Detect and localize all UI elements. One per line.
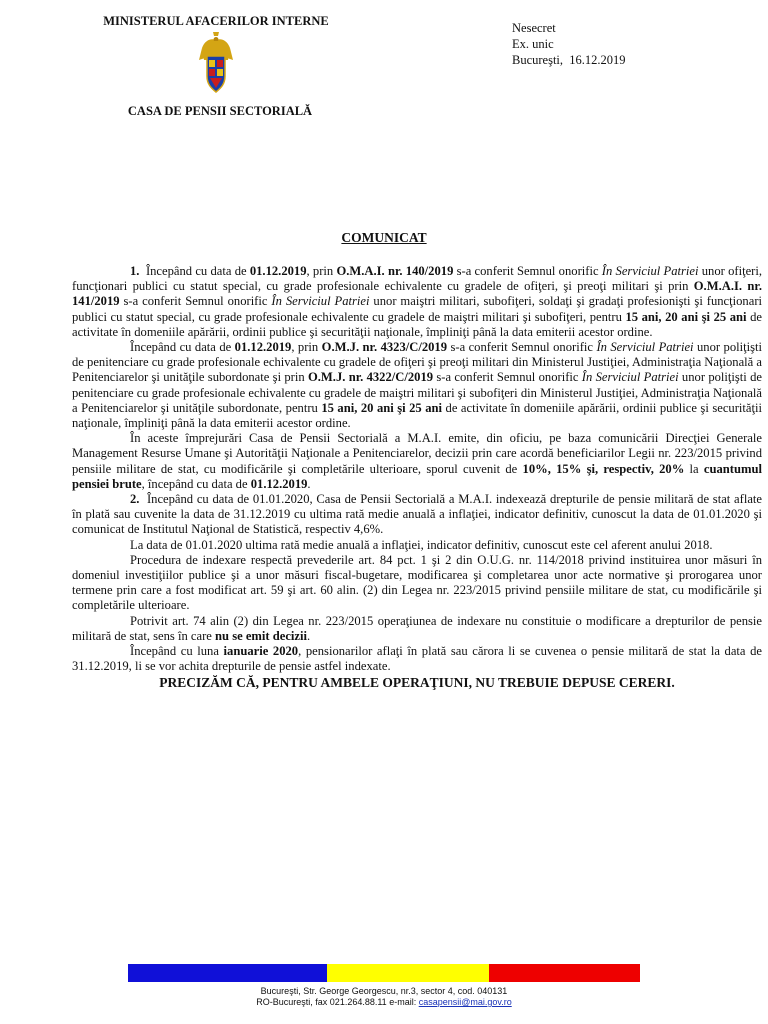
paragraph	[72, 644, 766, 674]
footer-email-link[interactable]: casapensii@mai.gov.ro	[418, 997, 512, 1007]
office-name: CASA DE PENSII SECTORIALĂ	[127, 104, 313, 118]
text-run: unor poliţişti de penitenciare cu grade profesionale echivalente cu gradele de ofiţeri şi preoţi militari din Ministerul Justiţiei, Administraţia Naţională a Penitenciarelor şi unităţile subordonate şi prin	[72, 340, 766, 385]
text-run: de activitate în domeniile apărării, ordinii publice şi securităţii naţionale, împliniţi până la data emiterii acestor ordine.	[72, 309, 766, 339]
flag-blue-stripe	[128, 964, 327, 982]
text-run: unor ofiţeri, funcţionari publici cu statut special, cu grade profesionale echivalente cu gradele de ofiţeri, şi preoţi militari şi prin	[72, 264, 766, 294]
text-run: La data de 01.01.2020 ultima rată medie anuală a inflaţiei, indicator definitiv, cunoscut este cel aferent anului 2018.	[130, 537, 713, 552]
tricolor-bar	[128, 964, 640, 982]
text-run: s-a conferit Semnul onorific	[453, 264, 602, 278]
paragraph	[72, 264, 766, 340]
text-run: În aceste împrejurări Casa de Pensii Sectorială a M.A.I. emite, din oficiu, pe baza comunicării Direcţiei Generale Management Resurse Umane şi Autorităţii Naţionale a Penitenciarelor, decizii prin care acordă beneficiarilor Legii nr. 223/2015 privind pensiile militare de stat, cu modificările şi completările ulterioare, sporul cuvenit de	[72, 431, 766, 476]
text-run: 01.12.2019	[249, 264, 307, 278]
footer-contact-prefix: RO-Bucureşti, fax 021.264.88.11 e-mail:	[256, 997, 419, 1007]
text-run: În Serviciul Patriei	[601, 264, 699, 278]
flag-red-stripe	[489, 964, 640, 982]
paragraph	[72, 613, 766, 644]
text-run: nu se emit decizii	[215, 628, 308, 643]
text-run: la	[684, 461, 704, 476]
text-run: s-a conferit Semnul onorific	[119, 294, 272, 309]
place-date-label: Bucureşti, 16.12.2019	[512, 53, 626, 67]
text-run: O.M.A.I. nr. 141/2019	[72, 279, 766, 309]
text-run: , pensionarilor aflaţi în plată sau cărora li se cuvenea o pensie militară de stat la data de 31.12.2019, li se vor achita drepturile de pensie astfel indexate.	[72, 644, 766, 674]
paragraph	[72, 552, 766, 614]
text-run: O.M.J. nr. 4322/C/2019	[307, 370, 434, 385]
footer-contact	[0, 997, 768, 1008]
text-run: Procedura de indexare respectă prevederile art. 84 pct. 1 şi 2 din O.U.G. nr. 114/2018 privind instituirea unor măsuri în domeniul investiţiilor publice şi a unor măsuri fiscal-bugetare, modificarea şi completarea unor acte normative şi prorogarea unor termene prin care a fost modificat art. 59 şi art. 60 alin. (2) din Legea nr. 223/2015 privind pensiile militare de stat, cu modificările şi completările ulterioare.	[72, 552, 766, 613]
text-run: unor maiştri militari, subofiţeri, soldaţi şi gradaţi profesionişti şi funcţionari publici cu statut special, cu grade profesionale echivalente cu gradele de maiştri militari şi subofiţeri, pentru	[72, 294, 766, 324]
text-run: Începând cu data de	[139, 264, 250, 278]
text-run: .	[307, 628, 311, 643]
text-run: , prin	[306, 264, 337, 278]
text-run: ianuarie 2020	[223, 644, 299, 659]
text-run: 15 ani, 20 ani şi 25 ani	[625, 309, 747, 324]
ministry-name: MINISTERUL AFACERILOR INTERNE	[103, 14, 329, 28]
classification-label: Nesecret	[512, 21, 556, 35]
text-run: 15 ani, 20 ani şi 25 ani	[321, 400, 443, 415]
text-run: Începând cu luna	[130, 644, 224, 659]
text-run: O.M.J. nr. 4323/C/2019	[321, 340, 448, 355]
text-run: , prin	[291, 340, 322, 355]
text-run: 1.	[130, 264, 140, 278]
paragraph	[72, 492, 766, 538]
text-run: În Serviciul Patriei	[596, 340, 694, 355]
copies-label: Ex. unic	[512, 37, 554, 51]
text-run: unor poliţişti de penitenciare cu grade profesionale echivalente cu gradele de maiştri militari şi subofiţeri din Ministerul Justiţiei, Administraţia Naţională a Penitenciarelor şi unităţile subordonate, pentru	[72, 370, 766, 415]
paragraph	[72, 340, 766, 431]
footer	[0, 986, 768, 1008]
text-run: Începând cu data de 01.01.2020, Casa de Pensii Sectorială a M.A.I. indexează drepturile de pensie militară de stat aflate în plată sau cuvenite la data de 31.12.2019 cu ultima rată medie anuală a inflaţiei, indicator definitiv, cunoscut la data de 01.01.2020 şi comunicat de Institutul Naţional de Statistică, respectiv 4,6%.	[72, 492, 766, 537]
text-run: .	[307, 476, 311, 491]
flag-yellow-stripe	[327, 964, 489, 982]
closing-statement: PRECIZĂM CĂ, PENTRU AMBELE OPERAŢIUNI, NU TREBUIE DEPUSE CERERI.	[159, 675, 675, 691]
text-run: Începând cu data de	[130, 340, 235, 355]
document-meta	[512, 20, 626, 68]
paragraph	[72, 538, 762, 553]
text-run: O.M.A.I. nr. 140/2019	[336, 264, 454, 278]
text-run: s-a conferit Semnul onorific	[433, 370, 582, 385]
text-run: Potrivit art. 74 alin (2) din Legea nr. 223/2015 operaţiunea de indexare nu constituie o modificare a drepturilor de pensie militară de stat, sens în care	[72, 613, 766, 643]
text-run: În Serviciul Patriei	[581, 370, 679, 385]
text-run: de activitate în domeniile apărării, ordinii publice şi securităţii naţionale, împliniţi până la data emiterii acestor ordine.	[72, 400, 766, 431]
text-run: 10%, 15% şi, respectiv, 20%	[522, 461, 685, 476]
document-title: COMUNICAT	[341, 230, 427, 245]
coat-of-arms-icon	[199, 30, 233, 96]
text-run: s-a conferit Semnul onorific	[447, 340, 597, 355]
footer-address: Bucureşti, Str. George Georgescu, nr.3, sector 4, cod. 040131	[260, 986, 508, 996]
text-run: cuantumul pensiei brute	[72, 461, 766, 491]
document-body	[72, 264, 766, 691]
text-run: , începând cu data de	[141, 476, 251, 491]
paragraph	[72, 431, 766, 492]
text-run: 2.	[130, 492, 140, 507]
text-run: 01.12.2019	[250, 476, 308, 491]
text-run: În Serviciul Patriei	[271, 294, 370, 309]
text-run: 01.12.2019	[234, 340, 292, 355]
